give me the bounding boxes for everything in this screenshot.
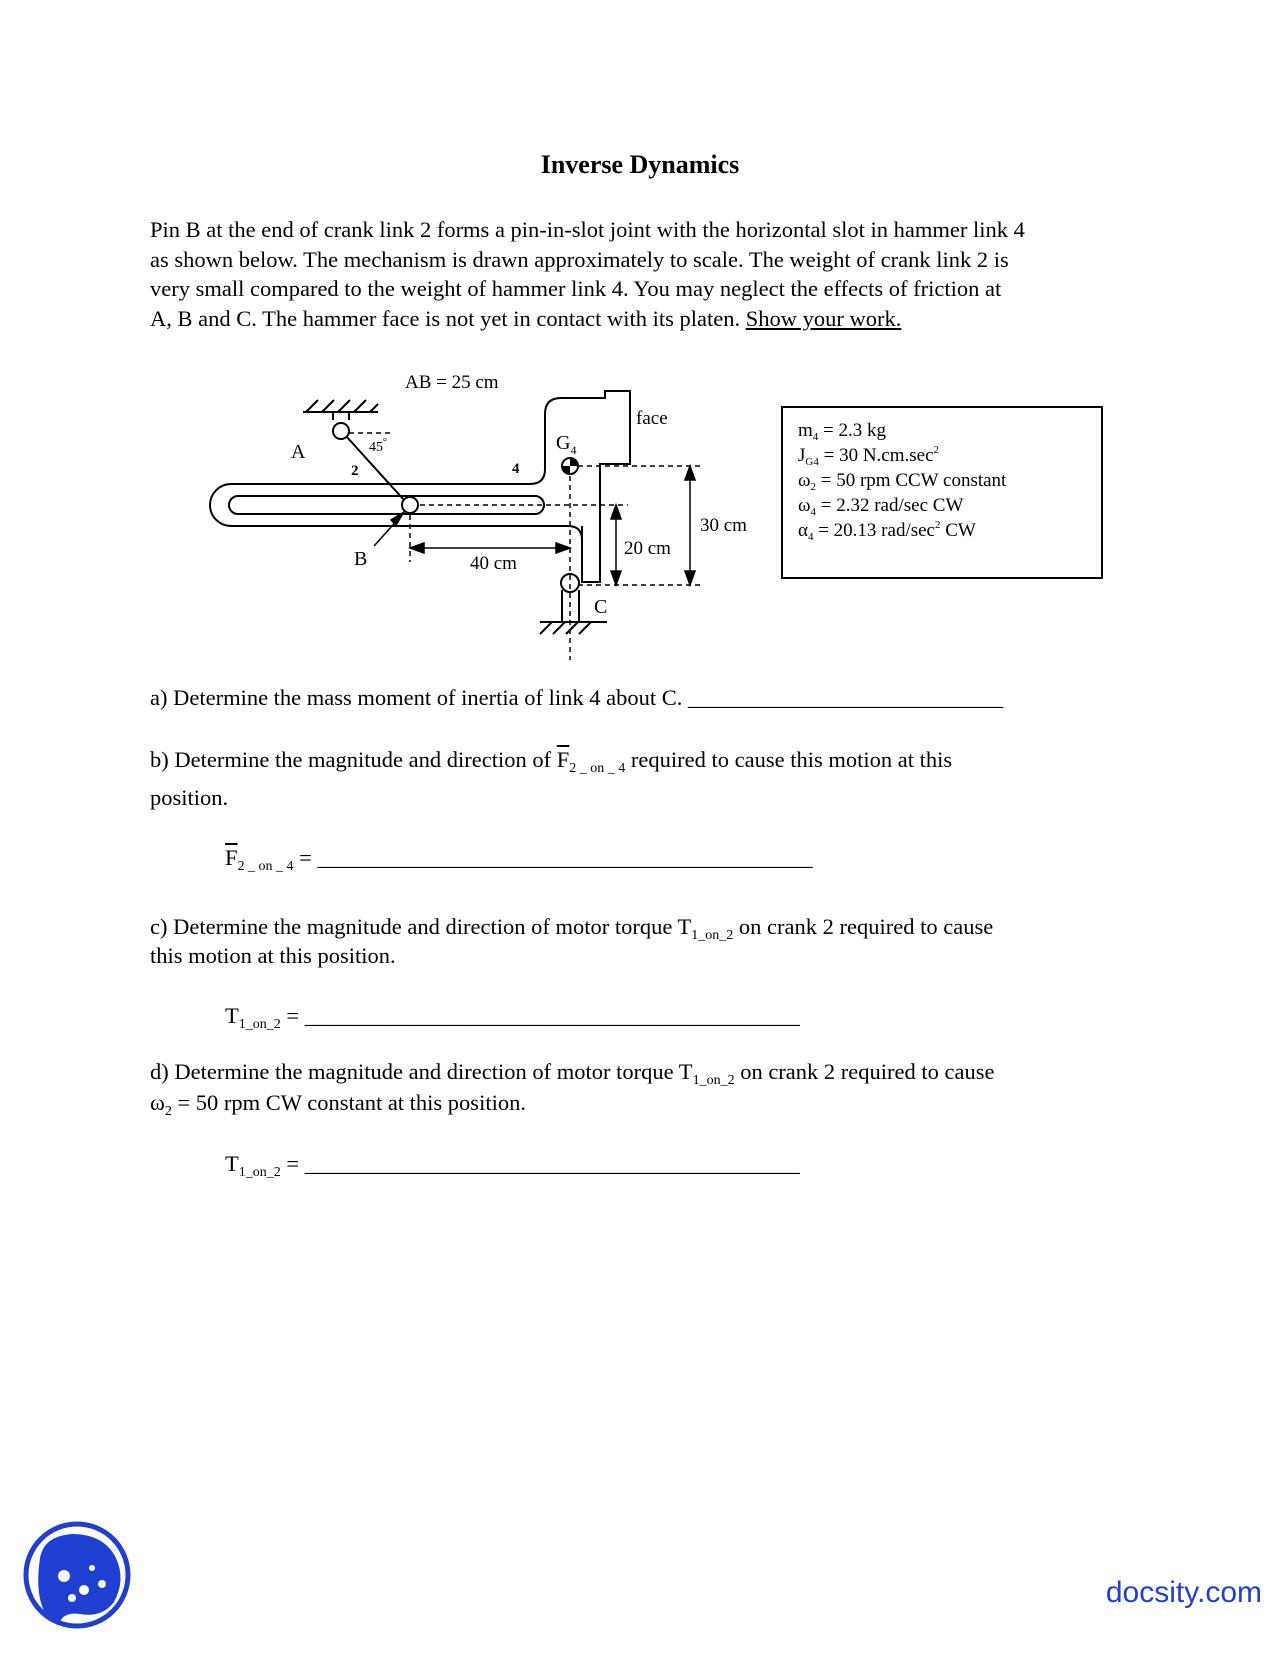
g4-subscript: 4	[570, 443, 577, 457]
question-c-text-end: on crank 2 required to cause	[733, 914, 994, 939]
answer-d	[225, 1151, 800, 1181]
label-point-b: B	[354, 548, 368, 570]
answer-b-blank[interactable]: ____________________________________________	[317, 845, 813, 870]
g4-letter: G	[556, 432, 571, 454]
ground-a-hatch	[354, 400, 366, 412]
given-a4-value: = 20.13 rad/sec	[813, 520, 935, 541]
ground-c-hatch	[579, 622, 591, 634]
given-a4-sup: 2	[934, 519, 941, 531]
dim-40-label: 40 cm	[470, 553, 517, 574]
answer-c	[225, 1003, 800, 1033]
given-w4-sub: 4	[810, 506, 817, 518]
label-link-4: 4	[512, 461, 520, 477]
label-link-2: 2	[351, 463, 359, 479]
ground-c-hatch	[566, 622, 578, 634]
ground-a-hatch	[322, 400, 334, 412]
answer-d-blank[interactable]: ____________________________________________	[304, 1151, 800, 1176]
dim-30-arrow-bottom	[685, 571, 695, 585]
question-b-line-2: position.	[150, 785, 229, 810]
answer-d-symbol: T	[225, 1151, 239, 1176]
dim-20-arrow-bottom	[611, 571, 621, 585]
pin-a-support	[333, 412, 349, 420]
given-alpha4	[798, 519, 976, 543]
question-d-line-2-text: = 50 rpm CW constant at this position.	[171, 1090, 526, 1115]
intro-line-3: very small compared to the weight of hammer link 4. You may neglect the effects of friction at	[150, 276, 1002, 301]
given-w2-sym: ω	[798, 470, 811, 491]
answer-b-subscript: 2 _ on _ 4	[237, 859, 294, 874]
given-m4-sym: m	[798, 420, 813, 441]
given-j-sup: 2	[933, 444, 940, 456]
question-d-text-end: on crank 2 required to cause	[734, 1059, 995, 1084]
question-b-text-end: required to cause this motion at this	[625, 747, 953, 772]
dim-40-arrow-left	[410, 543, 424, 553]
given-w2-value: = 50 rpm CCW constant	[816, 470, 1007, 491]
question-a-answer-blank[interactable]: ____________________________	[688, 685, 1003, 710]
dim-20-label: 20 cm	[624, 538, 671, 559]
question-b-text: b) Determine the magnitude and direction of	[150, 747, 557, 772]
given-w4-value: = 2.32 rad/sec CW	[816, 495, 964, 516]
dim-20-arrow-top	[611, 505, 621, 519]
given-omega4	[798, 495, 963, 518]
dim-30-arrow-top	[685, 466, 695, 480]
question-d-text: d) Determine the magnitude and direction of motor torque T	[150, 1059, 693, 1084]
answer-d-equals: =	[280, 1151, 305, 1176]
dim-30-label: 30 cm	[700, 515, 747, 536]
question-c-text: c) Determine the magnitude and direction of motor torque T	[150, 914, 692, 939]
given-w2-sub: 2	[810, 481, 817, 493]
intro-line-4-text: A, B and C. The hammer face is not yet in contact with its platen.	[150, 305, 746, 331]
label-point-c: C	[594, 596, 608, 618]
angle-value: 45	[369, 440, 383, 455]
label-angle	[369, 437, 387, 455]
question-d-line-2	[150, 1088, 526, 1127]
answer-c-equals: =	[280, 1003, 305, 1028]
answer-c-subscript: 1_on_2	[238, 1017, 281, 1032]
question-d-subscript: 1_on_2	[692, 1073, 735, 1088]
given-j-sym: J	[798, 445, 806, 466]
intro-line-1: Pin B at the end of crank link 2 forms a pin-in-slot joint with the horizontal slot in hammer link 4	[150, 217, 1025, 242]
answer-b-symbol: $\overline{F}$	[225, 845, 238, 870]
question-d-omega-subscript: 2	[164, 1104, 172, 1119]
given-a4-tail: CW	[940, 520, 976, 541]
given-j-sub: G4	[805, 456, 819, 468]
docsity-logo-icon[interactable]	[22, 1518, 132, 1633]
label-face: face	[636, 408, 668, 429]
mechanism-figure	[0, 0, 1280, 680]
force-vector-symbol: $\overline{F}$	[556, 747, 570, 772]
angle-degree: °	[383, 437, 387, 448]
ground-a-hatch	[306, 400, 318, 412]
dim-40-arrow-right	[556, 543, 570, 553]
given-a4-sub: 4	[807, 531, 814, 543]
given-m4-value: = 2.3 kg	[818, 420, 886, 441]
given-jg4	[798, 444, 939, 468]
answer-c-blank[interactable]: ____________________________________________	[304, 1003, 800, 1028]
ab-length-label: AB = 25 cm	[405, 372, 499, 393]
force-vector-subscript: 2 _ on _ 4	[569, 761, 626, 776]
question-c-line-2: this motion at this position.	[150, 943, 396, 968]
answer-c-symbol: T	[225, 1003, 239, 1028]
question-c-subscript: 1_on_2	[691, 928, 734, 943]
ground-c-hatch	[540, 622, 552, 634]
given-m4-sub: 4	[812, 431, 819, 443]
label-point-a: A	[291, 441, 306, 463]
label-g4	[556, 432, 576, 457]
answer-b	[225, 845, 812, 875]
hammer-link-4-outline	[210, 391, 630, 582]
given-a4-sym: α	[798, 520, 808, 541]
question-a-text: a) Determine the mass moment of inertia of link 4 about C.	[150, 685, 688, 710]
question-b	[150, 745, 952, 784]
question-a	[150, 683, 1003, 713]
ground-a-hatch	[338, 400, 350, 412]
pin-b	[402, 497, 418, 513]
question-d-omega: ω	[150, 1090, 165, 1115]
docsity-watermark[interactable]: docsity.com	[1105, 1576, 1262, 1609]
ground-a-hatch	[370, 404, 378, 412]
answer-b-equals: =	[293, 845, 318, 870]
answer-d-subscript: 1_on_2	[238, 1165, 281, 1180]
given-m4	[798, 420, 886, 443]
given-w4-sym: ω	[798, 495, 811, 516]
show-work-note: Show your work.	[745, 305, 902, 331]
given-omega2	[798, 470, 1007, 493]
page-title: Inverse Dynamics	[540, 150, 740, 179]
intro-line-2: as shown below. The mechanism is drawn approximately to scale. The weight of crank link 2 is	[150, 246, 1009, 272]
ground-c-hatch	[553, 622, 565, 634]
given-j-value: = 30 N.cm.sec	[818, 445, 934, 466]
